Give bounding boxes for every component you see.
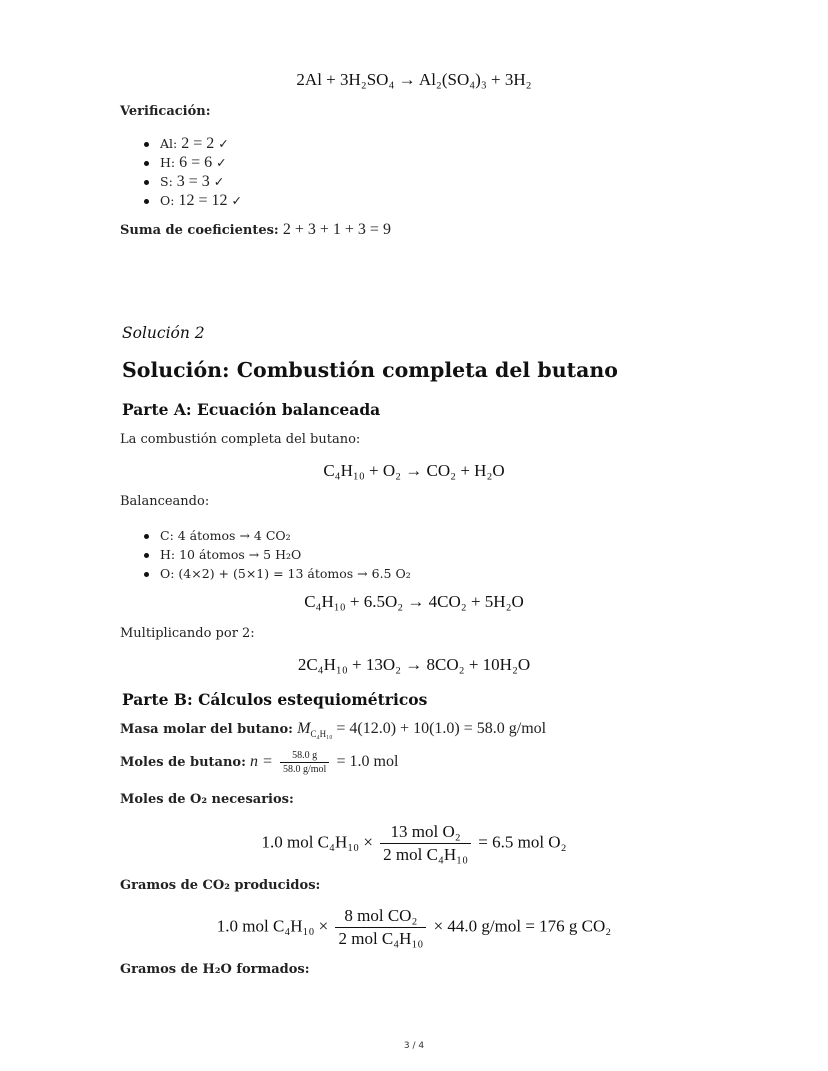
- molar-mass-line: Masa molar del butano: $M_{C_4H_{10}} = 4(12.0) + 10(1.0) = 58.0$ g/mol: [120, 720, 547, 740]
- section-heading-b: Parte B: Cálculos estequiométricos: [122, 690, 428, 709]
- multiplicando-text: Multiplicando por 2:: [120, 626, 255, 641]
- verificacion-label: Verificación:: [120, 104, 211, 119]
- equation-aluminum: 2Al + 3H₂SO₄ → Al₂(SO₄)₃ + 3H₂: [296, 70, 532, 89]
- page-number: 3 / 4: [403, 1041, 425, 1051]
- list-item: Al: 2 = 2 ✓: [120, 134, 242, 153]
- list-item: H: 10 átomos → 5 H₂O: [120, 545, 411, 564]
- balanceando-text: Balanceando:: [120, 494, 210, 509]
- equation-unbalanced: C₄H₁₀ + O₂ → CO₂ + H₂O: [323, 461, 505, 480]
- page-title: Solución: Combustión completa del butano: [122, 358, 618, 382]
- list-item: H: 6 = 6 ✓: [120, 153, 242, 172]
- verification-list: [120, 134, 242, 210]
- o2-label: Moles de O₂ necesarios:: [120, 792, 294, 807]
- co2-label: Gramos de CO₂ producidos:: [120, 878, 321, 893]
- intro-text: La combustión completa del butano:: [120, 432, 361, 447]
- list-item: O: (4×2) + (5×1) = 13 átomos → 6.5 O₂: [120, 564, 411, 583]
- balance-list: [120, 526, 411, 583]
- list-item: O: 12 = 12 ✓: [120, 191, 242, 210]
- co2-calculation: 1.0 mol C₄H₁₀ × $\frac{\text{8 mol CO₂}}{\text{2 mol C₄H₁₀}}$ × 44.0 g/mol = 176 g CO₂: [216, 906, 612, 948]
- equation-half: C₄H₁₀ + 6.5O₂ → 4CO₂ + 5H₂O: [304, 592, 524, 611]
- equation-full: 2C₄H₁₀ + 13O₂ → 8CO₂ + 10H₂O: [297, 655, 531, 674]
- h2o-label: Gramos de H₂O formados:: [120, 962, 310, 977]
- solution-label: Solución 2: [122, 324, 205, 342]
- sum-coefficients: Suma de coeficientes: 2 + 3 + 1 + 3 = 9: [120, 221, 391, 238]
- o2-calculation: 1.0 mol C₄H₁₀ × $\frac{\text{13 mol O₂}}{\text{2 mol C₄H₁₀}}$ = 6.5 mol O₂: [261, 822, 567, 864]
- list-item: C: 4 átomos → 4 CO₂: [120, 526, 411, 545]
- list-item: S: 3 = 3 ✓: [120, 172, 242, 191]
- section-heading-a: Parte A: Ecuación balanceada: [122, 400, 381, 419]
- moles-butane-line: Moles de butano: n = $\frac{58.0 g}{\text{58.0 g/mol}}$ = 1.0 mol: [120, 750, 399, 775]
